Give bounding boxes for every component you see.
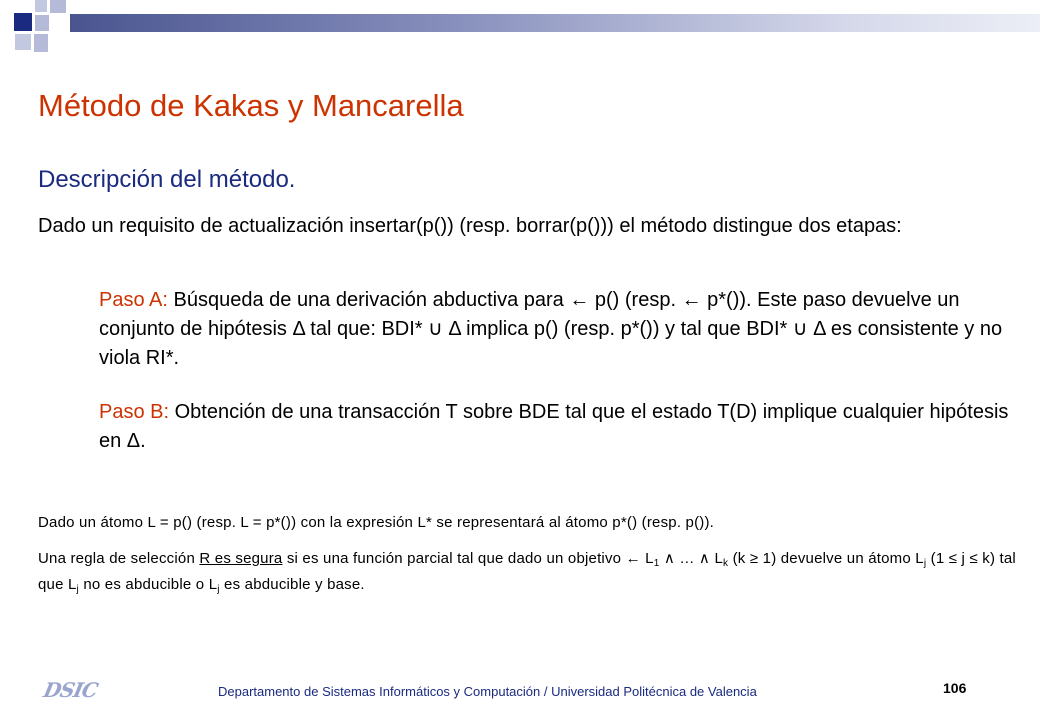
footer-department: Departamento de Sistemas Informáticos y Computación / Universidad Politécnica de Valencia [218,684,757,699]
page-number: 106 [943,680,967,696]
decoration-square-light [35,0,47,12]
selection-rule-note [38,546,1018,598]
decoration-square-light [34,34,48,52]
step-a-label: Paso A: [99,289,168,311]
note2-subscript: 1 [653,558,660,569]
step-a-paragraph [99,286,1019,373]
note2-underlined-term: R es segura [199,550,283,567]
note2-text: no es abducible o L [78,576,218,593]
note2-subscript: j [76,584,79,595]
atom-definition-note: Dado un átomo L = p() (resp. L = p*()) con la expresión L* se representará al átomo p*() (resp. p()). [38,514,715,531]
note2-text: (1 ≤ j ≤ k) tal que L [38,550,1016,593]
decoration-square-light [15,34,31,50]
note2-text: es abducible y base. [219,576,365,593]
note2-text: Una regla de selección [38,550,200,567]
note2-text: (k ≥ 1) devuelve un átomo L [728,550,924,567]
header-gradient-bar [70,14,1040,32]
dsic-logo: DSIC [41,678,100,702]
step-b-text: Obtención de una transacción T sobre BDE tal que el estado T(D) implique cualquier hipótesis en Δ. [99,401,1009,452]
slide-title: Método de Kakas y Mancarella [38,88,464,123]
decoration-square-dark [14,13,32,31]
decoration-square-light [50,0,66,13]
note2-text: ∧ … ∧ L [659,550,724,567]
step-a-text: Búsqueda de una derivación abductiva para ← p() (resp. ← p*()). Este paso devuelve un conjunto de hipótesis Δ tal que: BDI* ∪ Δ implica p() (resp. p*()) y tal que BDI* ∪ Δ es consistente y no viola RI*. [99,289,1003,369]
intro-paragraph: Dado un requisito de actualización insertar(p()) (resp. borrar(p())) el método distingue dos etapas: [38,215,902,237]
note2-subscript: k [723,558,729,569]
step-b-label: Paso B: [99,401,170,423]
slide-subtitle: Descripción del método. [38,166,296,193]
decoration-square-light [35,15,49,31]
note2-subscript: j [217,584,220,595]
note2-subscript: j [923,558,927,569]
step-b-paragraph [99,398,1019,456]
note2-text: si es una función parcial tal que dado un objetivo ← L [282,550,654,567]
